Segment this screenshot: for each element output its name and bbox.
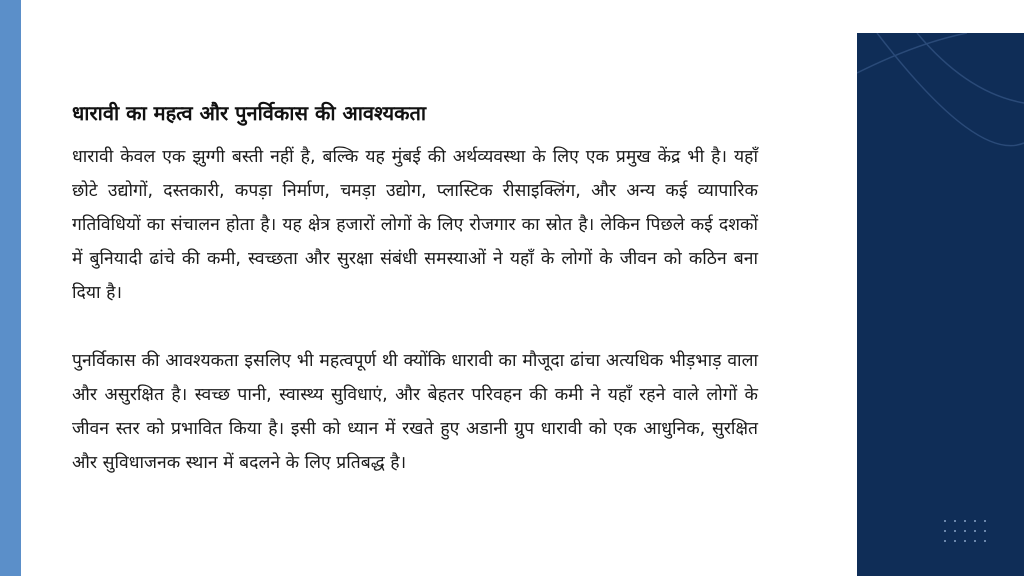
paragraph-1: धारावी केवल एक झुग्गी बस्ती नहीं है, बल्कि यह मुंबई की अर्थव्यवस्था के लिए एक प्रमुख केंद्र भी है। यहाँ छोटे उद्योगों, दस्तकारी, कपड़ा निर्माण, चमड़ा उद्योग, प्लास्टिक रीसाइक्लिंग, और अन्य कई व्यापारिक गतिविधियों का संचालन होता है। यह क्षेत्र हजारों लोगों के लिए रोजगार का स्रोत है। लेकिन पिछले कई दशकों में बुनियादी ढांचे की कमी, स्वच्छता और सुरक्षा संबंधी समस्याओं ने यहाँ के लोगों के जीवन को कठिन बना दिया है।: [72, 147, 758, 303]
dot-grid-icon: [943, 519, 995, 545]
slide-heading: धारावी का महत्व और पुनर्विकास की आवश्यकता: [72, 101, 427, 125]
arc-decoration-icon: [857, 33, 1024, 576]
left-accent-bar: [0, 0, 21, 576]
paragraph-2: पुनर्विकास की आवश्यकता इसलिए भी महत्वपूर्ण थी क्योंकि धारावी का मौजूदा ढांचा अत्यधिक भीड़भाड़ वाला और असुरक्षित है। स्वच्छ पानी, स्वास्थ्य सुविधाएं, और बेहतर परिवहन की कमी ने यहाँ रहने वाले लोगों के जीवन स्तर को प्रभावित किया है। इसी को ध्यान में रखते हुए अडानी ग्रुप धारावी को एक आधुनिक, सुरक्षित और सुविधाजनक स्थान में बदलने के लिए प्रतिबद्ध है।: [72, 351, 758, 473]
right-decorative-panel: [857, 33, 1024, 576]
main-content: [72, 96, 758, 480]
